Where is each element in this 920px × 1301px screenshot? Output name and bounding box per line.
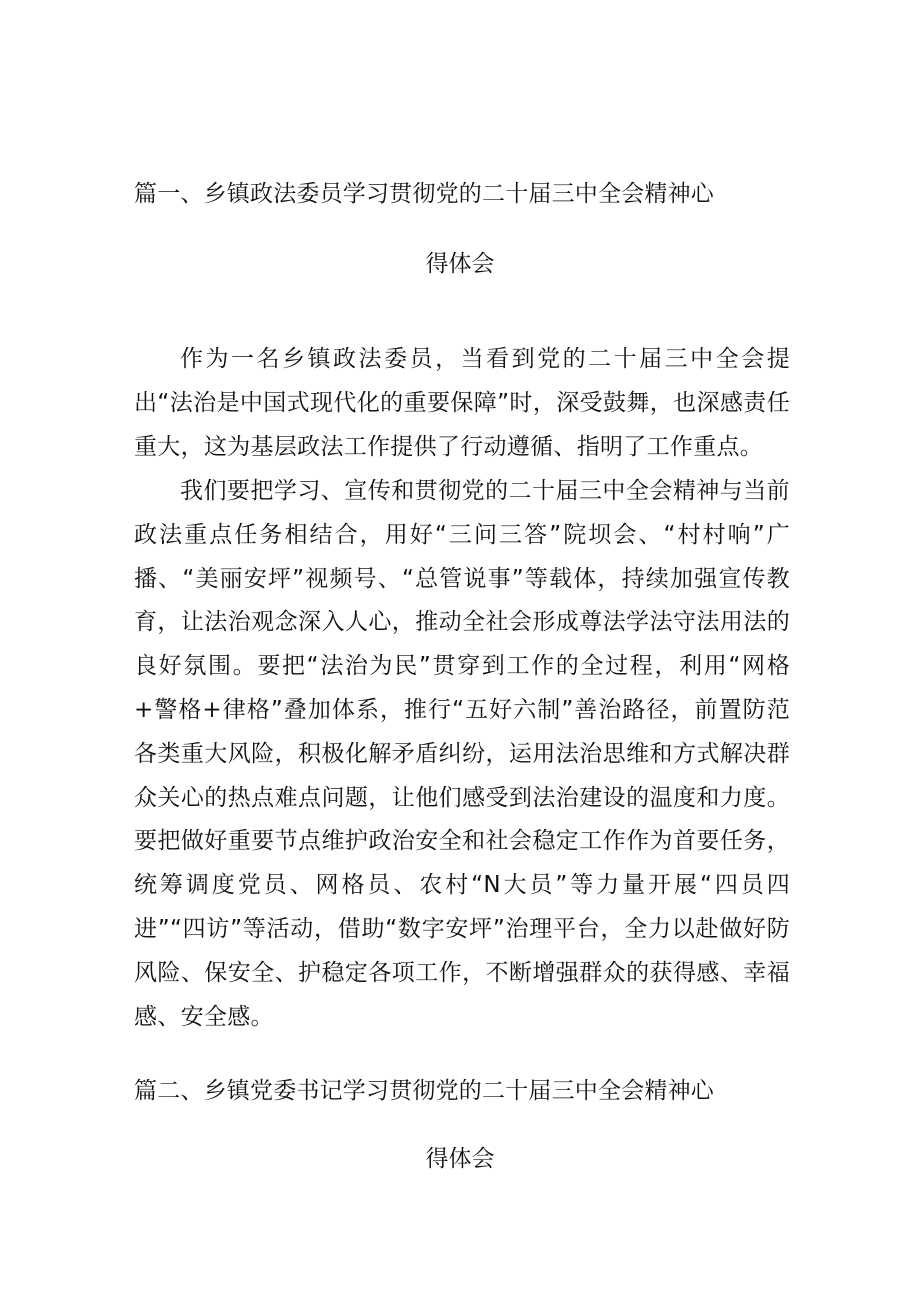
section2-title-line2: 得体会 [425, 1146, 495, 1172]
section2-title-line1: 篇二、乡镇党委书记学习贯彻党的二十届三中全会精神心 [134, 1078, 714, 1104]
section1-paragraph-1: 作为一名乡镇政法委员，当看到党的二十届三中全会提出“法治是中国式现代化的重要保障”时，深受鼓舞，也深感责任重大，这为基层政法工作提供了行动遵循、指明了工作重点。 [134, 346, 790, 460]
section1-title-line2: 得体会 [425, 251, 495, 277]
section1-title-line1: 篇一、乡镇政法委员学习贯彻党的二十届三中全会精神心 [134, 181, 714, 207]
section1-paragraph-2: 我们要把学习、宣传和贯彻党的二十届三中全会精神与当前政法重点任务相结合，用好“三问三答”院坝会、“村村响”广播、“美丽安坪”视频号、“总管说事”等载体，持续加强宣传教育，让法治观念深入人心，推动全社会形成尊法学法守法用法的良好氛围。要把“法治为民”贯穿到工作的全过程，利用“网格+警格+律格”叠加体系，推行“五好六制”善治路径，前置防范各类重大风险，积极化解矛盾纠纷，运用法治思维和方式解决群众关心的热点难点问题，让他们感受到法治建设的温度和力度。要把做好重要节点维护政治安全和社会稳定工作作为首要任务，统筹调度党员、网格员、农村“N大员”等力量开展“四员四进”“四访”等活动，借助“数字安坪”治理平台，全力以赴做好防风险、保安全、护稳定各项工作，不断增强群众的获得感、幸福感、安全感。 [134, 478, 790, 1030]
